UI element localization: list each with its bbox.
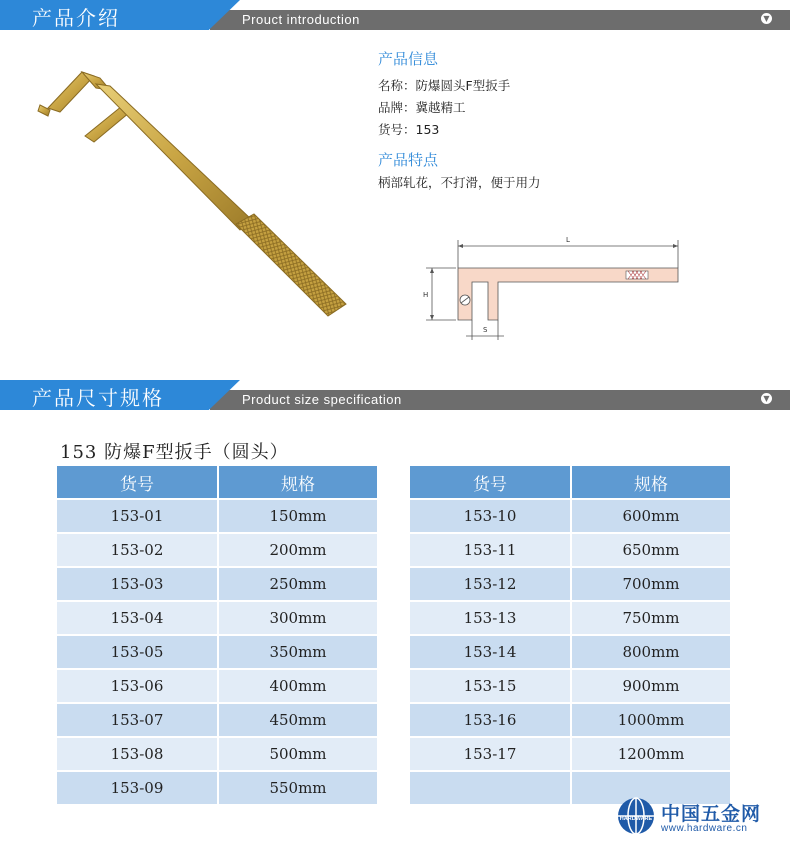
table-row	[410, 636, 730, 668]
table-row	[410, 704, 730, 736]
cell-item-no: 153-07	[57, 704, 217, 736]
product-image	[30, 60, 360, 330]
table-row	[410, 500, 730, 532]
cell-item-no: 153-05	[57, 636, 217, 668]
table-row	[57, 568, 377, 600]
cell-spec: 1200mm	[572, 738, 730, 770]
wrench-shaft	[96, 84, 252, 230]
section-header-spec	[0, 380, 790, 410]
cell-item-no: 153-15	[410, 670, 570, 702]
table-row	[57, 738, 377, 770]
table-row	[57, 704, 377, 736]
dimension-diagram	[420, 228, 690, 348]
cell-item-no: 153-11	[410, 534, 570, 566]
cell-spec: 600mm	[572, 500, 730, 532]
section-header-intro	[0, 0, 790, 30]
globe-icon	[617, 797, 655, 835]
col-header-item-no: 货号	[57, 466, 217, 498]
cell-item-no: 153-01	[57, 500, 217, 532]
chevron-down-icon[interactable]: ▼	[761, 13, 772, 24]
table-row	[410, 534, 730, 566]
section-title-cn: 产品介绍	[32, 6, 120, 30]
product-features: 柄部轧花，不打滑，便于用力	[378, 175, 541, 190]
cell-item-no: 153-13	[410, 602, 570, 634]
features-heading: 产品特点	[378, 151, 439, 169]
cell-item-no: 153-17	[410, 738, 570, 770]
cell-spec: 750mm	[572, 602, 730, 634]
logo-name: 中国五金网	[661, 803, 762, 825]
col-header-spec: 规格	[219, 466, 377, 498]
cell-spec: 400mm	[219, 670, 377, 702]
table-row	[410, 738, 730, 770]
cell-item-no: 153-12	[410, 568, 570, 600]
cell-spec: 300mm	[219, 602, 377, 634]
logo-badge: HARDWARE	[619, 816, 653, 822]
cell-spec: 650mm	[572, 534, 730, 566]
table-row	[57, 602, 377, 634]
cell-item-no: 153-06	[57, 670, 217, 702]
cell-item-no: 153-09	[57, 772, 217, 804]
dim-label-h: H	[423, 291, 429, 299]
cell-spec: 150mm	[219, 500, 377, 532]
table-row	[410, 670, 730, 702]
cell-spec: 900mm	[572, 670, 730, 702]
wrench-handle	[236, 214, 346, 316]
table-row	[57, 500, 377, 532]
col-header-item-no: 货号	[410, 466, 570, 498]
table-row	[57, 636, 377, 668]
section-title-cn: 产品尺寸规格	[32, 386, 164, 410]
site-logo	[617, 797, 782, 839]
cell-item-no: 153-03	[57, 568, 217, 600]
cell-item-no: 153-02	[57, 534, 217, 566]
cell-item-no: 153-14	[410, 636, 570, 668]
cell-item-no: 153-08	[57, 738, 217, 770]
cell-item-no: 153-16	[410, 704, 570, 736]
cell-spec: 800mm	[572, 636, 730, 668]
table-title: 153 防爆F型扳手（圆头）	[60, 442, 289, 463]
cell-spec: 200mm	[219, 534, 377, 566]
chevron-down-icon[interactable]: ▼	[761, 393, 772, 404]
cell-spec: 1000mm	[572, 704, 730, 736]
logo-url: www.hardware.cn	[661, 823, 748, 834]
cell-item-no: 153-04	[57, 602, 217, 634]
col-header-spec: 规格	[572, 466, 730, 498]
cell-item-no	[410, 772, 570, 804]
cell-spec: 500mm	[219, 738, 377, 770]
table-row	[410, 602, 730, 634]
cell-spec: 450mm	[219, 704, 377, 736]
dim-label-l: L	[566, 236, 570, 244]
cell-spec: 550mm	[219, 772, 377, 804]
table-row	[57, 772, 377, 804]
table-row	[57, 534, 377, 566]
section-title-en: Prouct introduction	[242, 12, 360, 27]
product-info	[378, 48, 541, 194]
table-row	[57, 670, 377, 702]
cell-item-no: 153-10	[410, 500, 570, 532]
product-item-no: 货号：153	[378, 122, 440, 137]
cell-spec: 700mm	[572, 568, 730, 600]
section-title-en: Product size specification	[242, 392, 402, 407]
table-header-row	[410, 466, 730, 498]
spec-table-right	[408, 464, 732, 806]
spec-table-left	[55, 464, 379, 806]
product-brand: 品牌：冀越精工	[378, 100, 466, 115]
cell-spec: 350mm	[219, 636, 377, 668]
table-header-row	[57, 466, 377, 498]
dim-label-s: S	[483, 326, 488, 334]
cell-spec: 250mm	[219, 568, 377, 600]
product-name: 名称：防爆圆头F型扳手	[378, 78, 511, 93]
table-row	[410, 568, 730, 600]
info-heading: 产品信息	[378, 50, 439, 68]
